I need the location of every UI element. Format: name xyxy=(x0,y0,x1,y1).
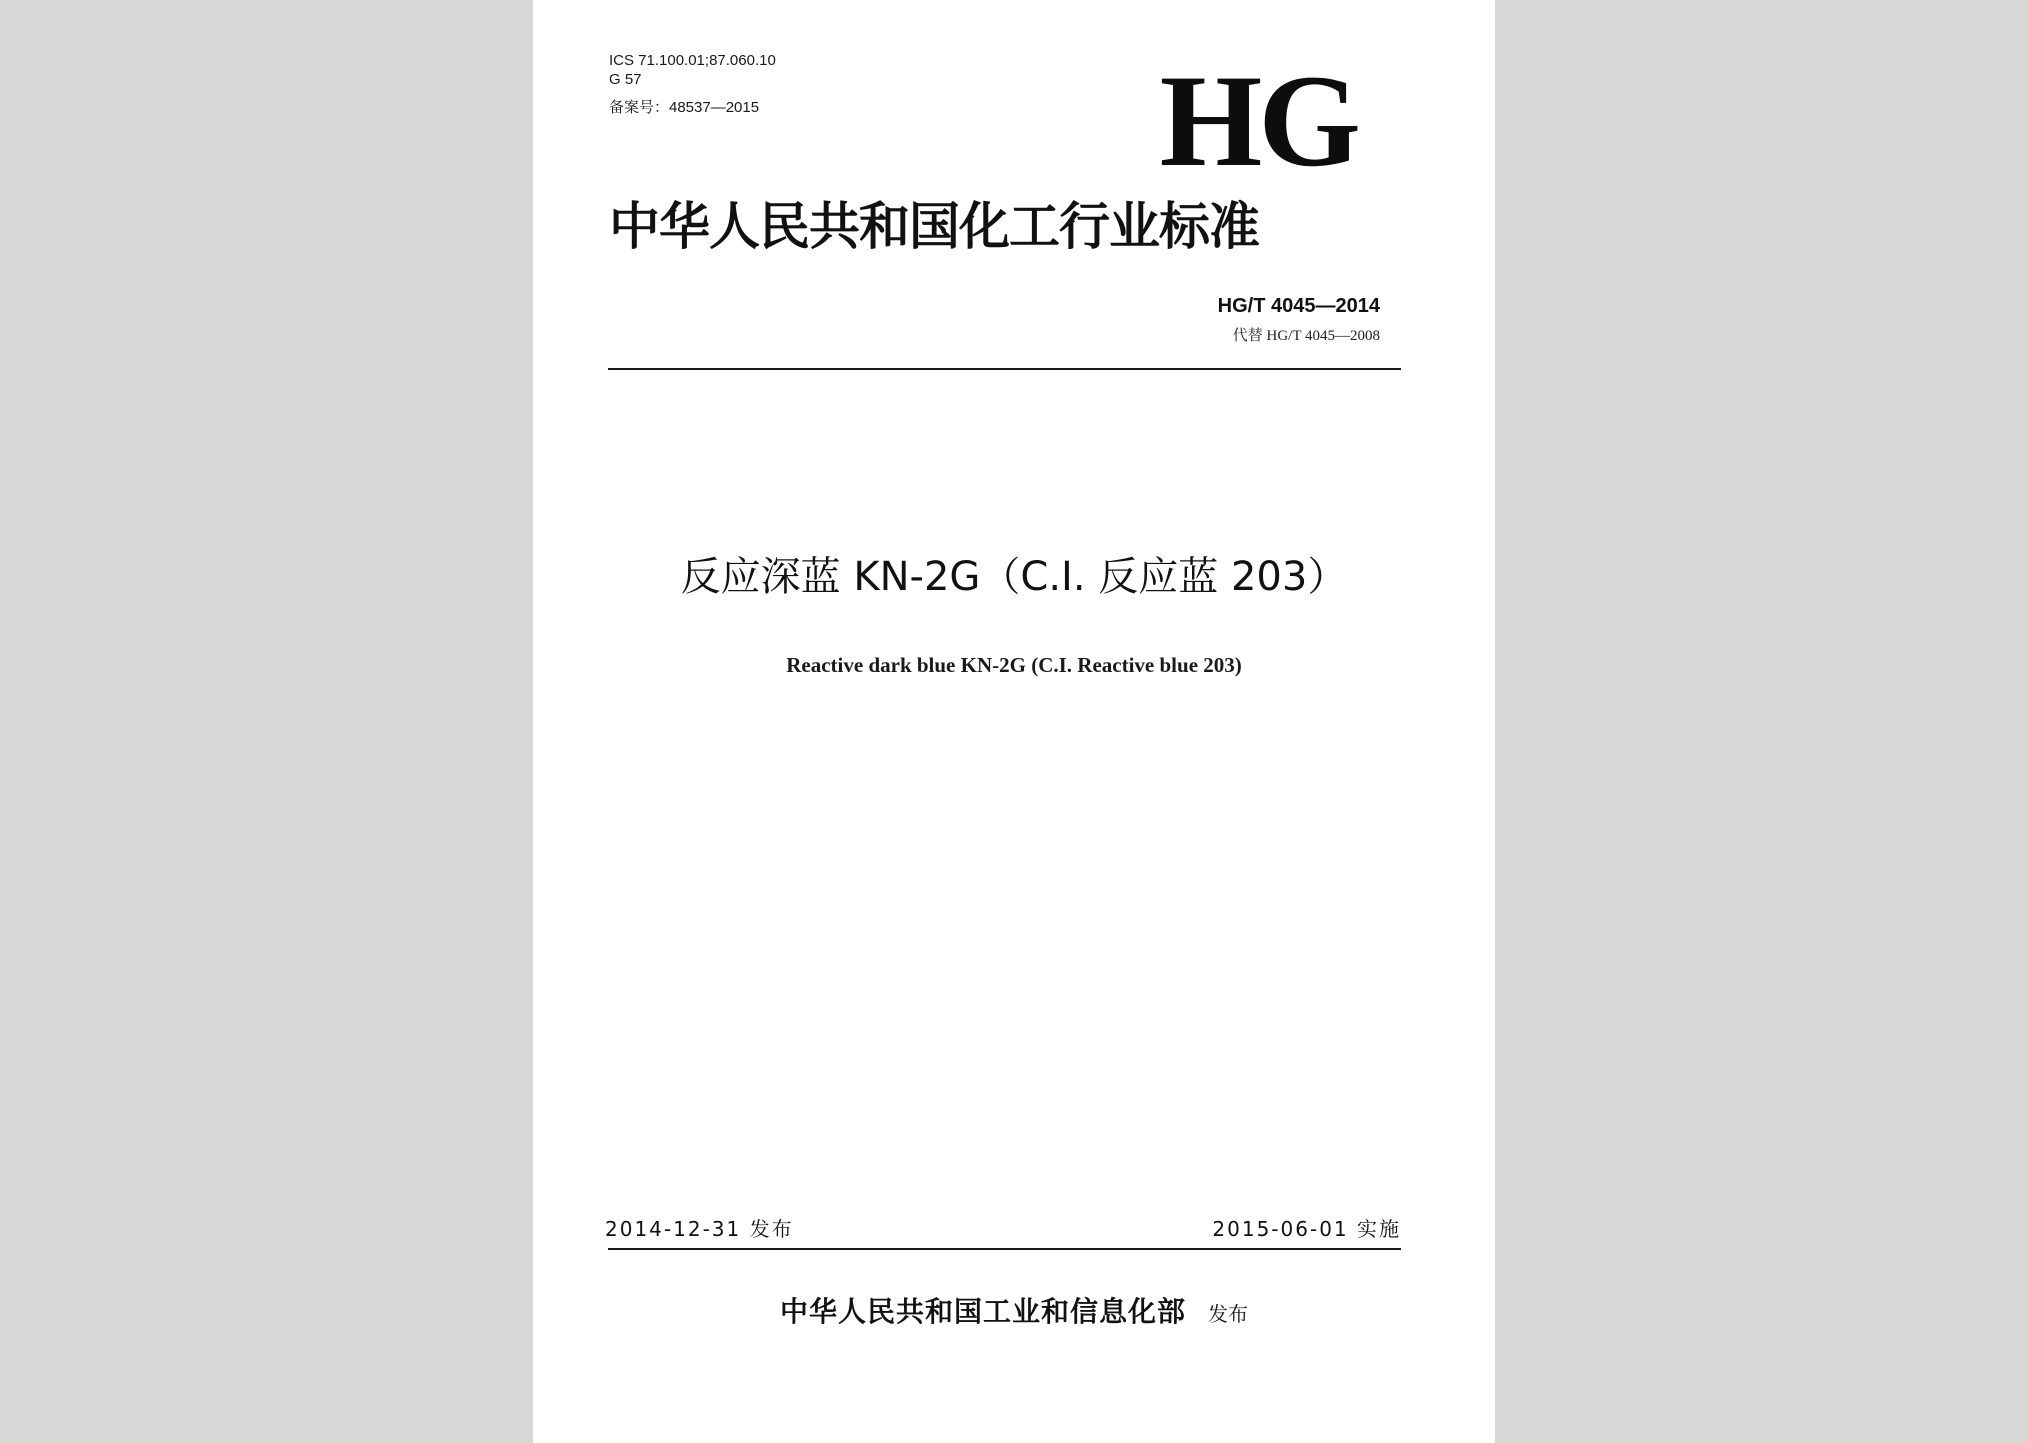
document-title-chinese: 反应深蓝 KN-2G（C.I. 反应蓝 203） xyxy=(680,554,1348,600)
standard-title: 中华人民共和国化工行业标准 xyxy=(609,198,1260,257)
record-number: 备案号：48537—2015 xyxy=(609,99,760,116)
standard-number: HG/T 4045—2014 xyxy=(1217,295,1380,317)
replaced-standard: 代替 HG/T 4045—2008 xyxy=(1232,328,1380,344)
classification-code: G 57 xyxy=(609,71,642,88)
issue-date: 2014-12-31 发布 xyxy=(605,1217,794,1241)
document-page xyxy=(533,0,1495,1443)
ics-code: ICS 71.100.01;87.060.10 xyxy=(609,52,776,69)
publisher-suffix: 发布 xyxy=(1208,1302,1248,1326)
top-divider xyxy=(608,368,1401,370)
hg-logo: HG xyxy=(1159,47,1357,194)
document-title-english: Reactive dark blue KN-2G (C.I. Reactive blue 203) xyxy=(786,653,1242,677)
effective-date: 2015-06-01 实施 xyxy=(1212,1217,1401,1241)
publisher-line xyxy=(533,1294,1495,1332)
bottom-divider xyxy=(608,1248,1401,1250)
publisher-name: 中华人民共和国工业和信息化部 xyxy=(779,1295,1186,1328)
